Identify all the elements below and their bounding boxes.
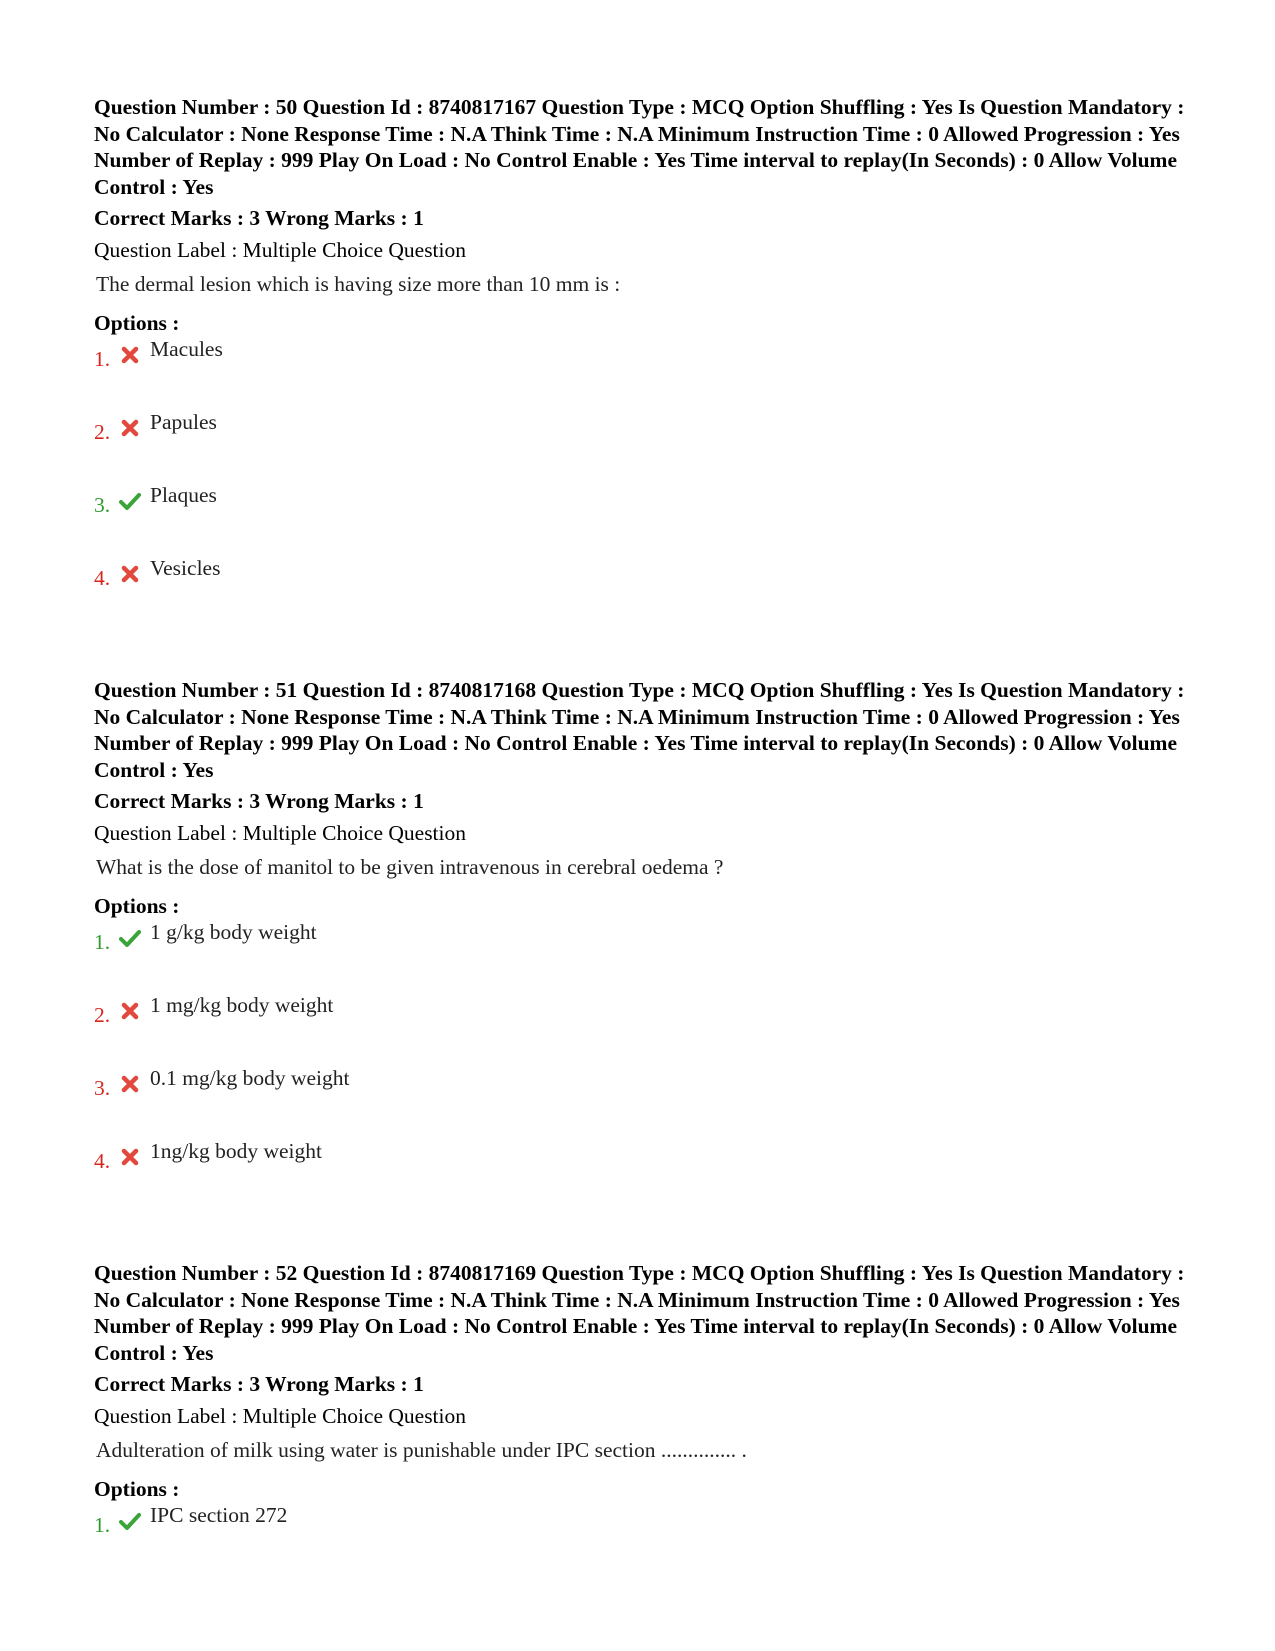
- option-text: 1ng/kg body weight: [150, 1139, 322, 1163]
- option-text: 0.1 mg/kg body weight: [150, 1066, 350, 1090]
- question-label: Question Label : Multiple Choice Question: [94, 238, 467, 262]
- option-item: [94, 919, 1204, 992]
- option-number: 1.: [94, 930, 111, 954]
- check-icon: [119, 490, 141, 512]
- cross-icon: [119, 563, 141, 585]
- question-block-50: [94, 94, 1204, 628]
- cross-icon: [119, 1000, 141, 1022]
- question-block-51: [94, 677, 1204, 1211]
- question-text: What is the dose of manitol to be given intravenous in cerebral oedema ?: [96, 855, 724, 879]
- option-item: [94, 1502, 1204, 1575]
- option-item: [94, 409, 1204, 482]
- check-icon: [119, 927, 141, 949]
- option-number: 2.: [94, 420, 111, 444]
- option-number: 4.: [94, 1149, 111, 1173]
- option-item: [94, 482, 1204, 555]
- option-number: 2.: [94, 1003, 111, 1027]
- cross-icon: [119, 1146, 141, 1168]
- option-number: 4.: [94, 566, 111, 590]
- cross-icon: [119, 417, 141, 439]
- option-number: 3.: [94, 493, 111, 517]
- question-marks: Correct Marks : 3 Wrong Marks : 1: [94, 1372, 424, 1396]
- question-marks: Correct Marks : 3 Wrong Marks : 1: [94, 789, 424, 813]
- options-heading: Options :: [94, 894, 180, 918]
- question-meta: Question Number : 52 Question Id : 8740817169 Question Type : MCQ Option Shuffling : Yes Is Question Mandatory : No Calculator : None Response Time : N.A Think Time : N.A Minimum Instruction Time : 0 Allowed Progression : Yes Number of Replay : 999 Play On Load : No Control Enable : Yes Time interval to replay(In Seconds) : 0 Allow Volume Control : Yes: [94, 1261, 1185, 1365]
- option-number: 1.: [94, 347, 111, 371]
- question-label: Question Label : Multiple Choice Question: [94, 1404, 467, 1428]
- option-text: IPC section 272: [150, 1503, 288, 1527]
- option-item: [94, 1138, 1204, 1211]
- option-item: [94, 992, 1204, 1065]
- question-text: Adulteration of milk using water is punishable under IPC section .............. .: [96, 1438, 747, 1462]
- cross-icon: [119, 1073, 141, 1095]
- option-number: 1.: [94, 1513, 111, 1537]
- question-meta: Question Number : 50 Question Id : 8740817167 Question Type : MCQ Option Shuffling : Yes Is Question Mandatory : No Calculator : None Response Time : N.A Think Time : N.A Minimum Instruction Time : 0 Allowed Progression : Yes Number of Replay : 999 Play On Load : No Control Enable : Yes Time interval to replay(In Seconds) : 0 Allow Volume Control : Yes: [94, 95, 1185, 199]
- question-marks: Correct Marks : 3 Wrong Marks : 1: [94, 206, 424, 230]
- options-heading: Options :: [94, 311, 180, 335]
- options-heading: Options :: [94, 1477, 180, 1501]
- option-item: [94, 336, 1204, 409]
- option-text: Plaques: [150, 483, 217, 507]
- question-meta: Question Number : 51 Question Id : 8740817168 Question Type : MCQ Option Shuffling : Yes Is Question Mandatory : No Calculator : None Response Time : N.A Think Time : N.A Minimum Instruction Time : 0 Allowed Progression : Yes Number of Replay : 999 Play On Load : No Control Enable : Yes Time interval to replay(In Seconds) : 0 Allow Volume Control : Yes: [94, 678, 1185, 782]
- option-item: [94, 1065, 1204, 1138]
- question-block-52: [94, 1260, 1204, 1575]
- question-text: The dermal lesion which is having size more than 10 mm is :: [96, 272, 621, 296]
- check-icon: [119, 1510, 141, 1532]
- option-text: 1 g/kg body weight: [150, 920, 317, 944]
- cross-icon: [119, 344, 141, 366]
- option-text: Papules: [150, 410, 217, 434]
- option-number: 3.: [94, 1076, 111, 1100]
- question-label: Question Label : Multiple Choice Question: [94, 821, 467, 845]
- option-text: Vesicles: [150, 556, 221, 580]
- option-item: [94, 555, 1204, 628]
- option-text: Macules: [150, 337, 223, 361]
- option-text: 1 mg/kg body weight: [150, 993, 334, 1017]
